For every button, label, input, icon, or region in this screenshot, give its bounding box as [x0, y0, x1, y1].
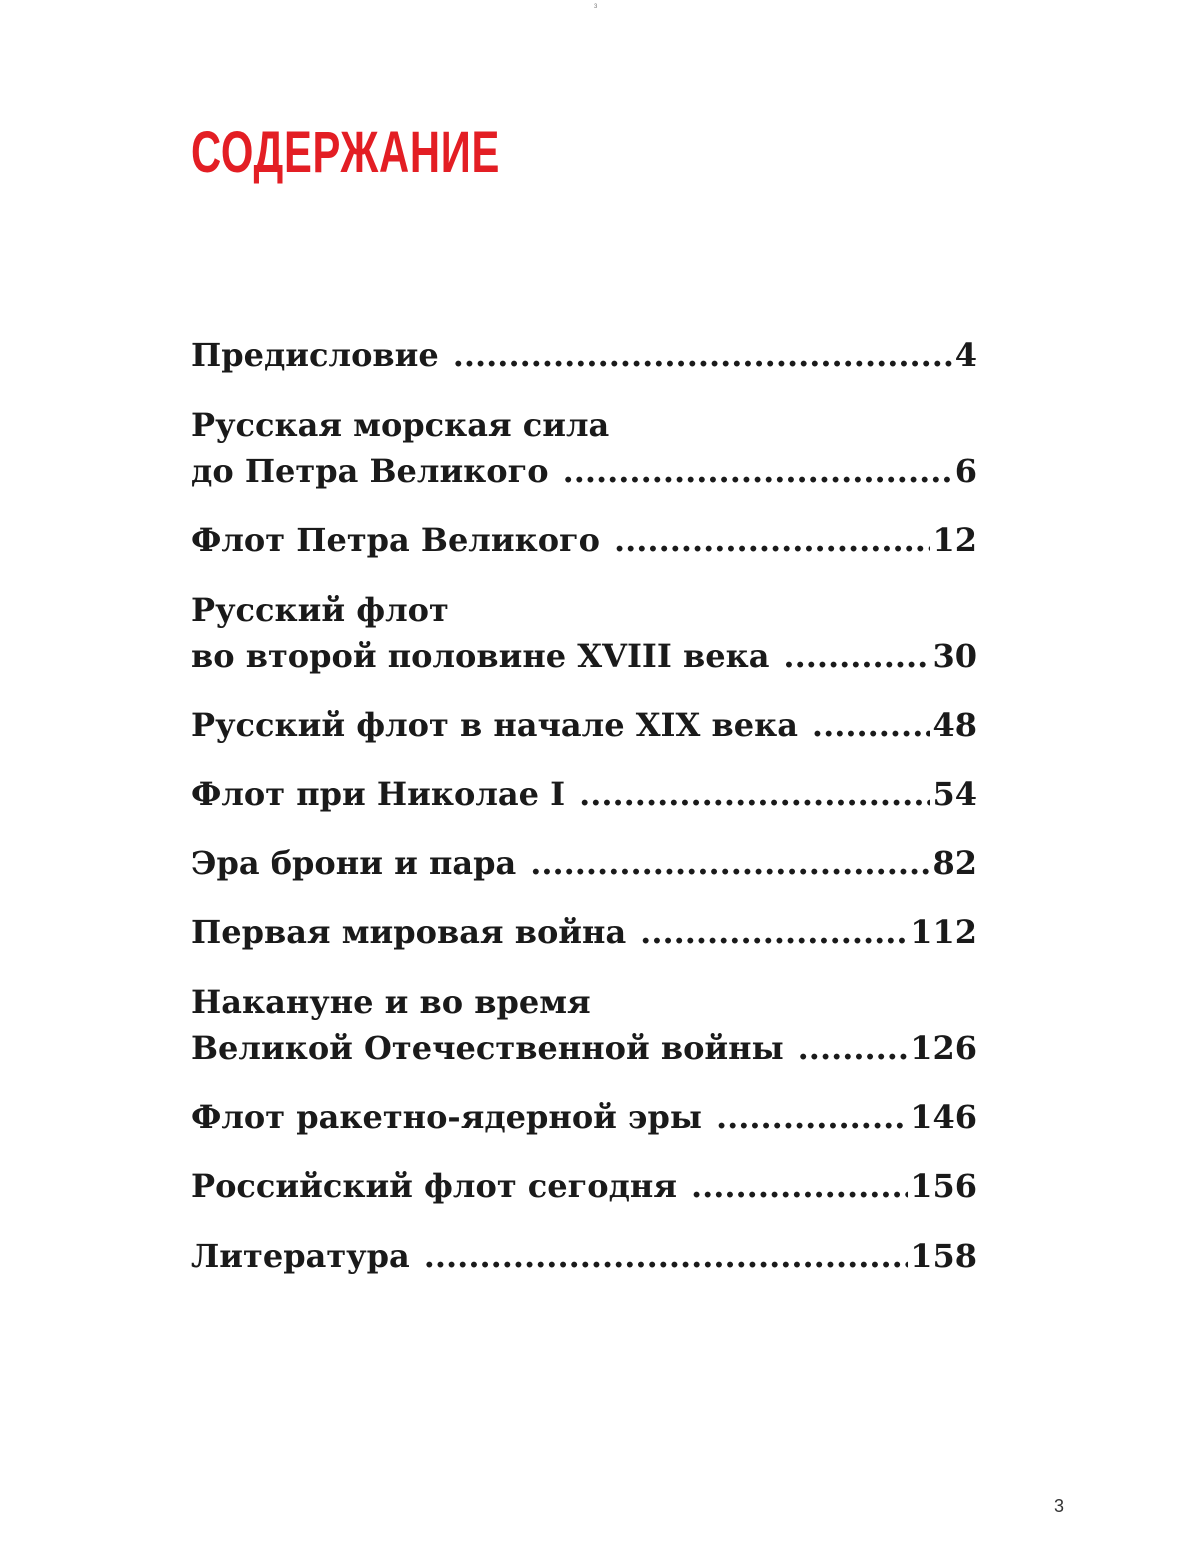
- page-number: 3: [1054, 1496, 1065, 1516]
- toc-entry-label: Флот Петра Великого: [191, 521, 600, 559]
- toc-entry-page: 158: [910, 1237, 977, 1275]
- toc-leader-dots: [812, 702, 931, 748]
- toc-entry-peter-fleet[interactable]: [191, 517, 977, 563]
- toc-entry-page: 54: [932, 775, 977, 813]
- toc-entry-before-peter[interactable]: [191, 402, 977, 494]
- toc-entry-page: 156: [910, 1167, 977, 1205]
- toc-leader-dots: [563, 448, 953, 494]
- toc-entry-page: 112: [910, 913, 977, 951]
- toc-entry-label: Предисловие: [191, 336, 439, 374]
- toc-entry-nuclear-era[interactable]: [191, 1094, 977, 1140]
- toc-entry-label-line-1: Русский флот: [191, 591, 449, 629]
- toc-entry-page: 30: [932, 637, 977, 675]
- toc-entry-nicholas[interactable]: [191, 771, 977, 817]
- toc-entry-label: Великой Отечественной войны: [191, 1029, 784, 1067]
- toc-entry-page: 6: [954, 452, 977, 490]
- toc-entry-label: Эра брони и пара: [191, 844, 517, 882]
- toc-entry-label: Флот ракетно-ядерной эры: [191, 1098, 702, 1136]
- toc-entry-page: 126: [910, 1029, 977, 1067]
- toc-entry-19th-century[interactable]: [191, 702, 977, 748]
- toc-leader-dots: [614, 517, 930, 563]
- toc-entry-page: 146: [910, 1098, 977, 1136]
- toc-entry-18th-century[interactable]: [191, 587, 977, 679]
- toc-entry-page: 4: [954, 336, 977, 374]
- toc-entry-armor-steam[interactable]: [191, 840, 977, 886]
- toc-entry-label-line-1: Русская морская сила: [191, 406, 610, 444]
- toc-entry-page: 12: [932, 521, 977, 559]
- toc-entry-label: до Петра Великого: [191, 452, 549, 490]
- toc-entry-today[interactable]: [191, 1163, 977, 1209]
- top-page-marker: 3: [594, 4, 598, 10]
- toc-leader-dots: [798, 1025, 909, 1071]
- toc-leader-dots: [579, 771, 930, 817]
- toc-entry-label: Литература: [191, 1237, 410, 1275]
- toc-entry-label: Флот при Николае I: [191, 775, 566, 813]
- toc-leader-dots: [424, 1233, 908, 1279]
- toc-entry-label-line-1: Накануне и во время: [191, 983, 591, 1021]
- toc-entry-page: 48: [932, 706, 977, 744]
- toc-leader-dots: [640, 909, 908, 955]
- contents-title: СОДЕРЖАНИЕ: [191, 120, 501, 185]
- toc-entry-ww1[interactable]: [191, 909, 977, 955]
- toc-entry-label: Первая мировая война: [191, 913, 627, 951]
- toc-leader-dots: [716, 1094, 908, 1140]
- toc-entry-label: Русский флот в начале XIX века: [191, 706, 798, 744]
- toc-entry-label: во второй половине XVIII века: [191, 637, 770, 675]
- toc-entry-page: 82: [932, 844, 977, 882]
- toc-entry-preface[interactable]: [191, 332, 977, 378]
- toc-entry-label: Российский флот сегодня: [191, 1167, 677, 1205]
- toc-entry-literature[interactable]: [191, 1233, 977, 1279]
- toc-leader-dots: [530, 840, 930, 886]
- toc-leader-dots: [783, 633, 930, 679]
- toc-entry-ww2[interactable]: [191, 979, 977, 1071]
- toc-leader-dots: [691, 1163, 908, 1209]
- toc-leader-dots: [453, 332, 953, 378]
